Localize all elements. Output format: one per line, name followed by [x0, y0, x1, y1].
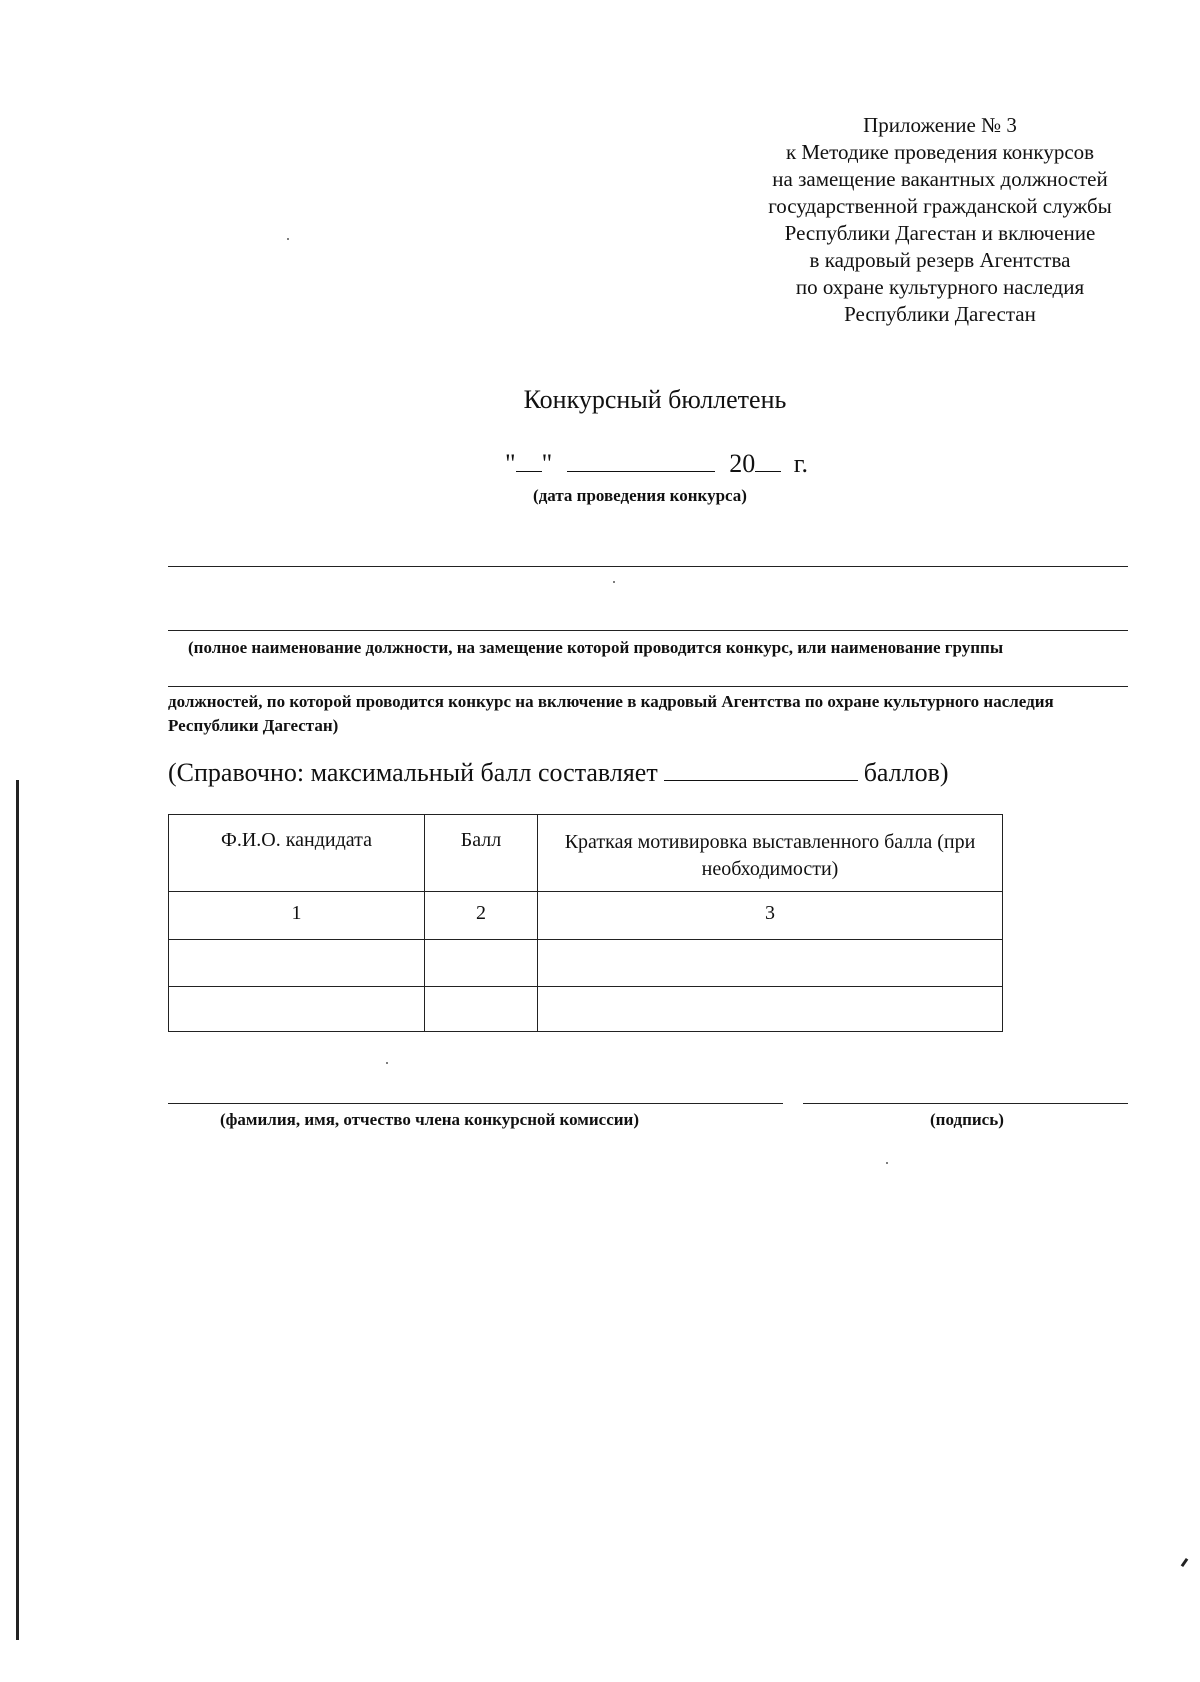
header-score: Балл: [425, 815, 538, 892]
scan-margin-bar: [16, 780, 19, 1640]
score-cell[interactable]: [425, 940, 538, 987]
scan-speck: [886, 1162, 888, 1164]
scan-speck: [386, 1062, 388, 1064]
motivation-cell[interactable]: [538, 940, 1003, 987]
score-table: [168, 814, 1003, 1032]
year-blank[interactable]: [755, 445, 781, 472]
date-close-quote: ": [541, 449, 553, 478]
year-suffix: г.: [793, 449, 808, 478]
commission-member-name-caption: (фамилия, имя, отчество члена конкурсной комиссии): [220, 1110, 640, 1129]
column-number: 1: [169, 892, 425, 940]
table-row: [169, 940, 1003, 987]
max-score-blank[interactable]: [664, 758, 858, 781]
position-line-1[interactable]: [168, 566, 1128, 567]
table-row: [169, 987, 1003, 1032]
appendix-line: на замещение вакантных должностей: [772, 167, 1108, 191]
commission-member-name-line[interactable]: [168, 1103, 783, 1104]
appendix-line: Республики Дагестан: [844, 302, 1036, 326]
motivation-cell[interactable]: [538, 987, 1003, 1032]
appendix-line: Приложение № 3: [863, 113, 1017, 137]
position-caption-2: должностей, по которой проводится конкурс на включение в кадровый Агентства по охране культурного наследия: [168, 692, 1054, 711]
column-number: 3: [538, 892, 1003, 940]
document-title: Конкурсный бюллетень: [523, 385, 787, 414]
score-cell[interactable]: [425, 987, 538, 1032]
position-caption-1: (полное наименование должности, на замещение которой проводится конкурс, или наименование группы: [188, 638, 1004, 657]
scan-speck: [287, 238, 289, 240]
year-prefix: 20: [729, 449, 756, 478]
scan-speck: [613, 581, 615, 583]
reference-suffix: баллов): [863, 758, 949, 787]
position-line-2[interactable]: [168, 630, 1128, 631]
signature-caption: (подпись): [930, 1110, 1004, 1129]
appendix-line: Республики Дагестан и включение: [784, 221, 1096, 245]
appendix-line: к Методике проведения конкурсов: [785, 140, 1095, 164]
candidate-name-cell[interactable]: [169, 987, 425, 1032]
max-score-reference: [168, 758, 949, 788]
position-line-3[interactable]: [168, 686, 1128, 687]
column-number: 2: [425, 892, 538, 940]
date-caption: (дата проведения конкурса): [533, 486, 747, 505]
day-blank[interactable]: [516, 445, 542, 472]
position-caption-3: Республики Дагестан): [168, 716, 339, 735]
appendix-header: [700, 112, 1180, 328]
scan-mark: [1181, 1558, 1189, 1567]
table-header-row: [169, 815, 1003, 892]
appendix-line: государственной гражданской службы: [768, 194, 1112, 218]
reference-prefix: (Справочно: максимальный балл составляет: [168, 758, 658, 787]
signature-line[interactable]: [803, 1103, 1128, 1104]
header-candidate-name: Ф.И.О. кандидата: [169, 815, 425, 892]
appendix-line: в кадровый резерв Агентства: [809, 248, 1071, 272]
date-line: [505, 445, 808, 479]
appendix-line: по охране культурного наследия: [795, 275, 1085, 299]
header-motivation: Краткая мотивировка выставленного балла (при необходимости): [538, 815, 1003, 892]
month-blank[interactable]: [567, 445, 715, 472]
candidate-name-cell[interactable]: [169, 940, 425, 987]
date-open-quote: ": [505, 449, 516, 478]
table-numbering-row: [169, 892, 1003, 940]
